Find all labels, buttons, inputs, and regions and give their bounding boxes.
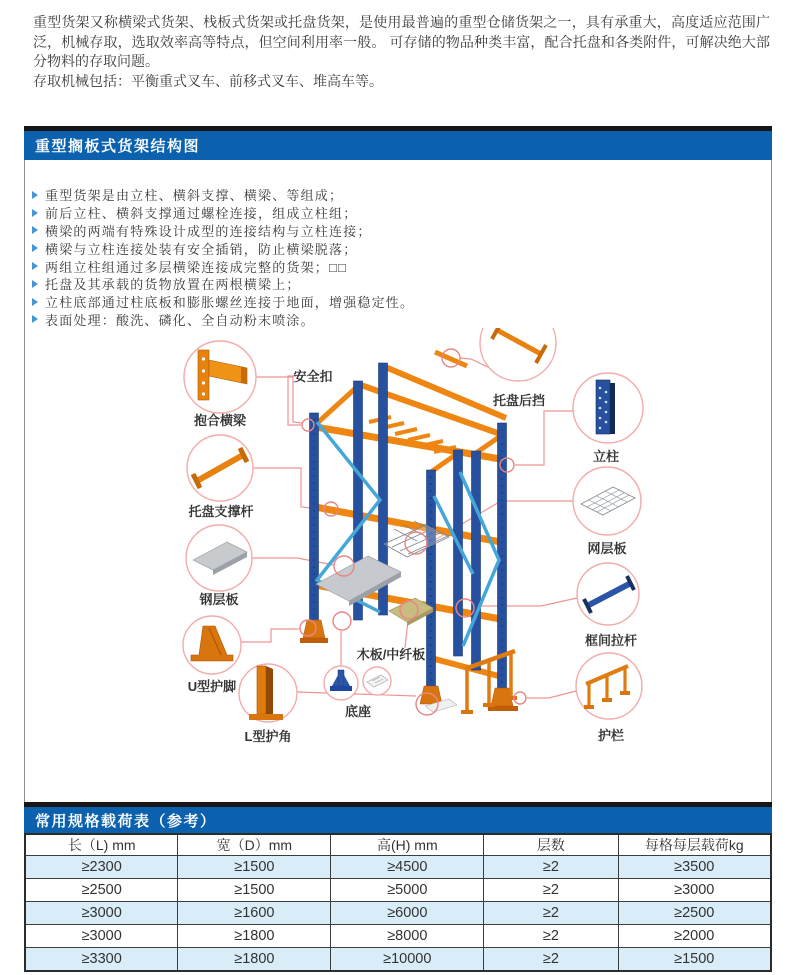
table-row bbox=[25, 925, 771, 948]
table-cell: ≥2 bbox=[484, 948, 618, 972]
table-cell: ≥2 bbox=[484, 879, 618, 902]
table-cell: ≥1500 bbox=[178, 879, 331, 902]
table-cell: ≥5000 bbox=[331, 879, 484, 902]
table-cell: ≥2 bbox=[484, 902, 618, 925]
label-u-foot-guard: U型护脚 bbox=[187, 679, 237, 694]
label-steel-shelf-panel: 钢层板 bbox=[199, 592, 239, 607]
table-cell: ≥1800 bbox=[178, 948, 331, 972]
col-header-height: 高(H) mm bbox=[331, 834, 484, 856]
table-cell: ≥10000 bbox=[331, 948, 484, 972]
table-cell: ≥4500 bbox=[331, 856, 484, 879]
table-cell: ≥1600 bbox=[178, 902, 331, 925]
table-cell: ≥1500 bbox=[178, 856, 331, 879]
label-base: 底座 bbox=[344, 704, 372, 719]
label-wood-board: 木板/中纤板 bbox=[356, 647, 426, 662]
structure-diagram bbox=[26, 328, 770, 800]
bullet-item bbox=[32, 204, 414, 222]
spec-table-body bbox=[25, 856, 771, 972]
table-row bbox=[25, 879, 771, 902]
label-guard-rail: 护栏 bbox=[597, 728, 625, 743]
table-cell: ≥2300 bbox=[25, 856, 178, 879]
spec-section-title: 常用规格载荷表（参考） bbox=[35, 812, 217, 830]
upright-column-icon bbox=[596, 380, 615, 434]
table-cell: ≥3000 bbox=[618, 879, 771, 902]
label-upright-column: 立柱 bbox=[592, 449, 620, 464]
bullet-arrow-icon bbox=[32, 280, 38, 288]
structure-box bbox=[24, 160, 772, 803]
table-cell: ≥3500 bbox=[618, 856, 771, 879]
table-cell: ≥3000 bbox=[25, 925, 178, 948]
table-row bbox=[25, 902, 771, 925]
label-pallet-support-bar: 托盘支撑杆 bbox=[188, 504, 254, 519]
bullet-text: 两组立柱组通过多层横梁连接成完整的货架；□□ bbox=[45, 259, 348, 275]
spec-table-head bbox=[25, 834, 771, 856]
col-header-width: 宽（D）mm bbox=[178, 834, 331, 856]
structure-section bbox=[24, 126, 772, 803]
bullet-arrow-icon bbox=[32, 191, 38, 199]
table-row bbox=[25, 948, 771, 972]
table-row bbox=[25, 856, 771, 879]
label-safety-clip: 安全扣 bbox=[293, 369, 333, 384]
structure-section-title: 重型搁板式货架结构图 bbox=[35, 138, 201, 155]
table-cell: ≥2 bbox=[484, 856, 618, 879]
bullet-arrow-icon bbox=[32, 209, 38, 217]
bullet-text: 横梁与立柱连接处装有安全插销，防止横梁脱落； bbox=[45, 241, 358, 257]
intro-text bbox=[33, 13, 770, 91]
spec-section-title-bar bbox=[24, 807, 772, 833]
table-cell: ≥2000 bbox=[618, 925, 771, 948]
table-cell: ≥1500 bbox=[618, 948, 771, 972]
table-cell: ≥2 bbox=[484, 925, 618, 948]
table-cell: ≥2500 bbox=[25, 879, 178, 902]
bullet-item bbox=[32, 293, 414, 311]
col-header-length: 长（L) mm bbox=[25, 834, 178, 856]
spec-table-header-row bbox=[25, 834, 771, 856]
bullet-arrow-icon bbox=[32, 226, 38, 234]
bullet-arrow-icon bbox=[32, 298, 38, 306]
bullet-item bbox=[32, 275, 414, 293]
table-cell: ≥6000 bbox=[331, 902, 484, 925]
bullet-text: 立柱底部通过柱底板和膨胀螺丝连接于地面，增强稳定性。 bbox=[45, 295, 415, 311]
structure-section-title-bar bbox=[24, 131, 772, 160]
bullet-text: 横梁的两端有特殊设计成型的连接结构与立柱连接； bbox=[45, 224, 372, 239]
bullet-item bbox=[32, 239, 414, 257]
bullet-item bbox=[32, 257, 414, 275]
table-cell: ≥3300 bbox=[25, 948, 178, 972]
bullet-text: 重型货架是由立柱、横斜支撑、横梁、等组成； bbox=[45, 188, 344, 204]
table-cell: ≥2500 bbox=[618, 902, 771, 925]
bullet-item bbox=[32, 186, 414, 204]
bullet-text: 表面处理：酸洗、磷化、全自动粉末喷涂。 bbox=[45, 312, 315, 328]
bullet-item bbox=[32, 222, 414, 240]
spec-table bbox=[24, 833, 772, 972]
table-cell: ≥1800 bbox=[178, 925, 331, 948]
intro-paragraph-2: 存取机械包括：平衡重式叉车、前移式叉车、堆高车等。 bbox=[33, 72, 383, 89]
col-header-layers: 层数 bbox=[484, 834, 618, 856]
table-cell: ≥3000 bbox=[25, 902, 178, 925]
feature-bullet-list bbox=[32, 186, 414, 328]
label-hugging-beam: 抱合横梁 bbox=[193, 413, 247, 428]
label-l-corner-guard: L型护角 bbox=[244, 729, 292, 744]
label-frame-tie-rod: 框间拉杆 bbox=[584, 633, 638, 648]
label-pallet-back-stop: 托盘后挡 bbox=[492, 393, 546, 408]
bullet-text: 前后立柱、横斜支撑通过螺栓连接，组成立柱组； bbox=[45, 206, 358, 222]
bullet-arrow-icon bbox=[32, 262, 38, 270]
table-cell: ≥8000 bbox=[331, 925, 484, 948]
intro-paragraph-1: 重型货架又称横梁式货架、栈板式货架或托盘货架，是使用最普遍的重型仓储货架之一，具有承重大，高度适应范围广泛，机械存取，选取效率高等特点，但空间利用率一般。 可存储的物品种类丰富，配合托盘和各类附件，可解决绝大部分物料的存取问题。 bbox=[33, 14, 770, 69]
col-header-load: 每格每层载荷kg bbox=[618, 834, 771, 856]
label-wire-mesh-panel: 网层板 bbox=[587, 541, 627, 556]
bullet-item bbox=[32, 311, 414, 329]
bullet-arrow-icon bbox=[32, 244, 38, 252]
bullet-text: 托盘及其承载的货物放置在两根横梁上； bbox=[45, 277, 301, 293]
bullet-arrow-icon bbox=[32, 315, 38, 323]
spec-section bbox=[24, 802, 772, 972]
